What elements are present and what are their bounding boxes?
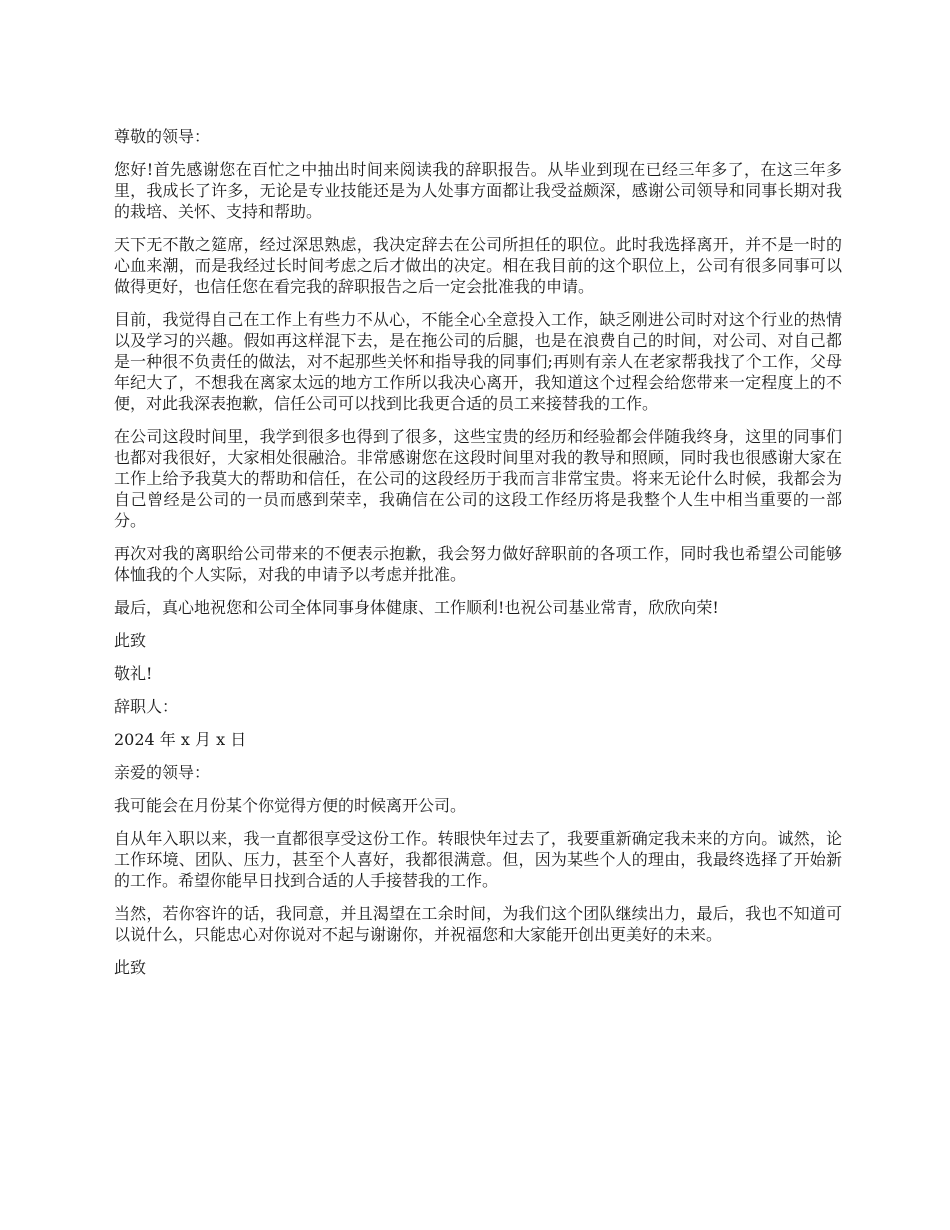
- paragraph-offer-help: 当然，若你容许的话，我同意，并且渴望在工余时间，为我们这个团队继续出力，最后，我也不知道可以说什么，只能忠心对你说对不起与谢谢你，并祝福您和大家能开创出更美好的未来。: [114, 904, 842, 944]
- paragraph-gratitude: 在公司这段时间里，我学到很多也得到了很多，这些宝贵的经历和经验都会伴随我终身，这里的同事们也都对我很好，大家相处很融洽。非常感谢您在这段时间里对我的教导和照顾，同时我也很感谢大家在工作上给予我莫大的帮助和信任，在公司的这段经历于我而言非常宝贵。将来无论什么时候，我都会为自己曾经是公司的一员而感到荣幸，我确信在公司的这段工作经历将是我整个人生中相当重要的一部分。: [114, 427, 842, 530]
- closing-cizhi: 此致: [114, 631, 147, 650]
- document-body: [114, 126, 842, 990]
- paragraph-apology: 再次对我的离职给公司带来的不便表示抱歉，我会努力做好辞职前的各项工作，同时我也希望公司能够体恤我的个人实际，对我的申请予以考虑并批准。: [114, 544, 842, 584]
- paragraph-reason: 目前，我觉得自己在工作上有些力不从心，不能全心全意投入工作，缺乏刚进公司时对这个行业的热情以及学习的兴趣。假如再这样混下去，是在拖公司的后腿，也是在浪费自己的时间，对公司、对自己都是一种很不负责任的做法，对不起那些关怀和指导我的同事们;再则有亲人在老家帮我找了个工作，父母年纪大了，不想我在离家太远的地方工作所以我决心离开，我知道这个过程会给您带来一定程度上的不便，对此我深表抱歉，信任公司可以找到比我更合适的员工来接替我的工作。: [114, 310, 842, 413]
- salutation-second: 亲爱的领导：: [114, 763, 211, 782]
- closing-jingli: 敬礼!: [114, 664, 153, 683]
- paragraph-leave-notice: 我可能会在月份某个你觉得方便的时候离开公司。: [114, 796, 467, 815]
- paragraph-new-direction: 自从年入职以来，我一直都很享受这份工作。转眼快年过去了，我要重新确定我未来的方向。诚然，论工作环境、团队、压力，甚至个人喜好，我都很满意。但，因为某些个人的理由，我最终选择了开始新的工作。希望你能早日找到合适的人手接替我的工作。: [114, 829, 842, 890]
- closing-cizhi-second: 此致: [114, 958, 147, 977]
- date-line: 2024 年 x 月 x 日: [114, 730, 247, 749]
- paragraph-wishes: 最后，真心地祝您和公司全体同事身体健康、工作顺利!也祝公司基业常青，欣欣向荣!: [114, 598, 719, 617]
- salutation: 尊敬的领导：: [114, 127, 211, 146]
- signature-label: 辞职人：: [114, 697, 179, 716]
- paragraph-decision: 天下无不散之筵席，经过深思熟虑，我决定辞去在公司所担任的职位。此时我选择离开，并不是一时的心血来潮，而是我经过长时间考虑之后才做出的决定。相在我目前的这个职位上，公司有很多同事可以做得更好，也信任您在看完我的辞职报告之后一定会批准我的申请。: [114, 235, 842, 296]
- paragraph-greeting: 您好!首先感谢您在百忙之中抽出时间来阅读我的辞职报告。从毕业到现在已经三年多了，在这三年多里，我成长了许多，无论是专业技能还是为人处事方面都让我受益颇深，感谢公司领导和同事长期对我的栽培、关怀、支持和帮助。: [114, 160, 842, 221]
